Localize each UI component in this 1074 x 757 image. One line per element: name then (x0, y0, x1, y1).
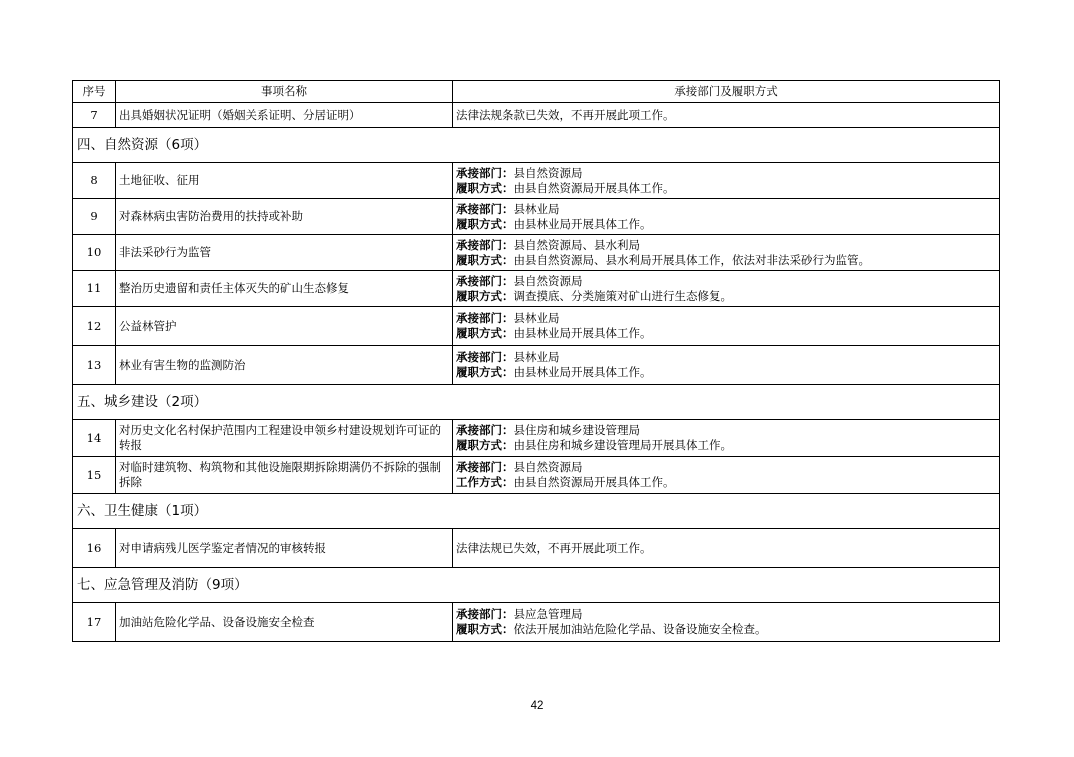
dept-plain: 法律法规条款已失效，不再开展此项工作。 (453, 103, 1000, 128)
dept-cell (453, 163, 1000, 199)
method-label: 履职方式： (456, 326, 514, 340)
section-title: 六、卫生健康（1项） (73, 494, 1000, 529)
table-row (73, 307, 1000, 346)
item-name: 非法采砂行为监管 (116, 235, 453, 271)
method-label: 履职方式： (456, 288, 514, 303)
table-row (73, 603, 1000, 642)
page-number: 42 (530, 700, 544, 712)
section-title: 七、应急管理及消防（9项） (73, 568, 1000, 603)
method-label: 履职方式： (456, 180, 514, 195)
row-number: 10 (73, 235, 116, 271)
item-name: 对临时建筑物、构筑物和其他设施限期拆除期满仍不拆除的强制拆除 (116, 457, 453, 494)
dept-cell (453, 235, 1000, 271)
table-row (73, 529, 1000, 568)
table-row (73, 199, 1000, 235)
row-number: 9 (73, 199, 116, 235)
dept-value: 县自然资源局 (513, 460, 583, 474)
row-number: 12 (73, 307, 116, 346)
dept-cell (453, 346, 1000, 385)
item-name: 土地征收、征用 (116, 163, 453, 199)
section-row (73, 128, 1000, 163)
method-value: 依法开展加油站危险化学品、设备设施安全检查。 (513, 622, 767, 636)
row-number: 17 (73, 603, 116, 642)
header-row (73, 81, 1000, 103)
method-value: 由县自然资源局、县水利局开展具体工作，依法对非法采砂行为监管。 (513, 252, 870, 267)
row-number: 14 (73, 420, 116, 457)
method-label: 工作方式： (456, 475, 514, 489)
row-number: 13 (73, 346, 116, 385)
item-name: 对森林病虫害防治费用的扶持或补助 (116, 199, 453, 235)
dept-cell (453, 420, 1000, 457)
dept-value: 县自然资源局 (513, 165, 583, 180)
method-label: 履职方式： (456, 216, 514, 231)
row-number: 15 (73, 457, 116, 494)
item-name: 对历史文化名村保护范围内工程建设申领乡村建设规划许可证的转报 (116, 420, 453, 457)
row-number: 11 (73, 271, 116, 307)
section-row (73, 385, 1000, 420)
method-value: 调查摸底、分类施策对矿山进行生态修复。 (513, 288, 732, 303)
dept-label: 承接部门： (456, 237, 514, 252)
dept-value: 县自然资源局 (513, 273, 583, 288)
item-name: 整治历史遗留和责任主体灭失的矿山生态修复 (116, 271, 453, 307)
dept-value: 县自然资源局、县水利局 (513, 237, 640, 252)
dept-value: 县林业局 (513, 201, 560, 216)
dept-cell (453, 603, 1000, 642)
row-number: 8 (73, 163, 116, 199)
items-table (72, 80, 1000, 642)
dept-value: 县应急管理局 (513, 607, 583, 621)
table-row (73, 346, 1000, 385)
item-name: 对申请病残儿医学鉴定者情况的审核转报 (116, 529, 453, 568)
dept-label: 承接部门： (456, 201, 514, 216)
dept-cell (453, 307, 1000, 346)
item-name: 出具婚姻状况证明（婚姻关系证明、分居证明） (116, 103, 453, 128)
item-name: 加油站危险化学品、设备设施安全检查 (116, 603, 453, 642)
dept-cell (453, 457, 1000, 494)
dept-cell (453, 271, 1000, 307)
method-label: 履职方式： (456, 365, 514, 379)
method-label: 履职方式： (456, 622, 514, 636)
method-value: 由县林业局开展具体工作。 (513, 365, 652, 379)
table-row (73, 163, 1000, 199)
dept-label: 承接部门： (456, 460, 514, 474)
dept-cell (453, 199, 1000, 235)
table-row (73, 103, 1000, 128)
method-label: 履职方式： (456, 438, 514, 452)
section-title: 五、城乡建设（2项） (73, 385, 1000, 420)
section-row (73, 568, 1000, 603)
table-row (73, 457, 1000, 494)
dept-label: 承接部门： (456, 165, 514, 180)
dept-plain: 法律法规已失效，不再开展此项工作。 (453, 529, 1000, 568)
section-row (73, 494, 1000, 529)
method-value: 由县住房和城乡建设管理局开展具体工作。 (513, 438, 732, 452)
table-row (73, 420, 1000, 457)
row-number: 7 (73, 103, 116, 128)
method-value: 由县林业局开展具体工作。 (513, 326, 652, 340)
item-name: 公益林管护 (116, 307, 453, 346)
dept-label: 承接部门： (456, 607, 514, 621)
dept-label: 承接部门： (456, 273, 514, 288)
dept-value: 县林业局 (513, 311, 560, 325)
table-row (73, 271, 1000, 307)
header-seq: 序号 (73, 81, 116, 103)
method-label: 履职方式： (456, 252, 514, 267)
method-value: 由县自然资源局开展具体工作。 (513, 180, 675, 195)
header-dept: 承接部门及履职方式 (453, 81, 1000, 103)
table-row (73, 235, 1000, 271)
row-number: 16 (73, 529, 116, 568)
section-title: 四、自然资源（6项） (73, 128, 1000, 163)
dept-value: 县林业局 (513, 350, 560, 364)
method-value: 由县林业局开展具体工作。 (513, 216, 652, 231)
item-name: 林业有害生物的监测防治 (116, 346, 453, 385)
method-value: 由县自然资源局开展具体工作。 (513, 475, 675, 489)
header-name: 事项名称 (116, 81, 453, 103)
dept-label: 承接部门： (456, 423, 514, 437)
dept-value: 县住房和城乡建设管理局 (513, 423, 640, 437)
dept-label: 承接部门： (456, 311, 514, 325)
dept-label: 承接部门： (456, 350, 514, 364)
